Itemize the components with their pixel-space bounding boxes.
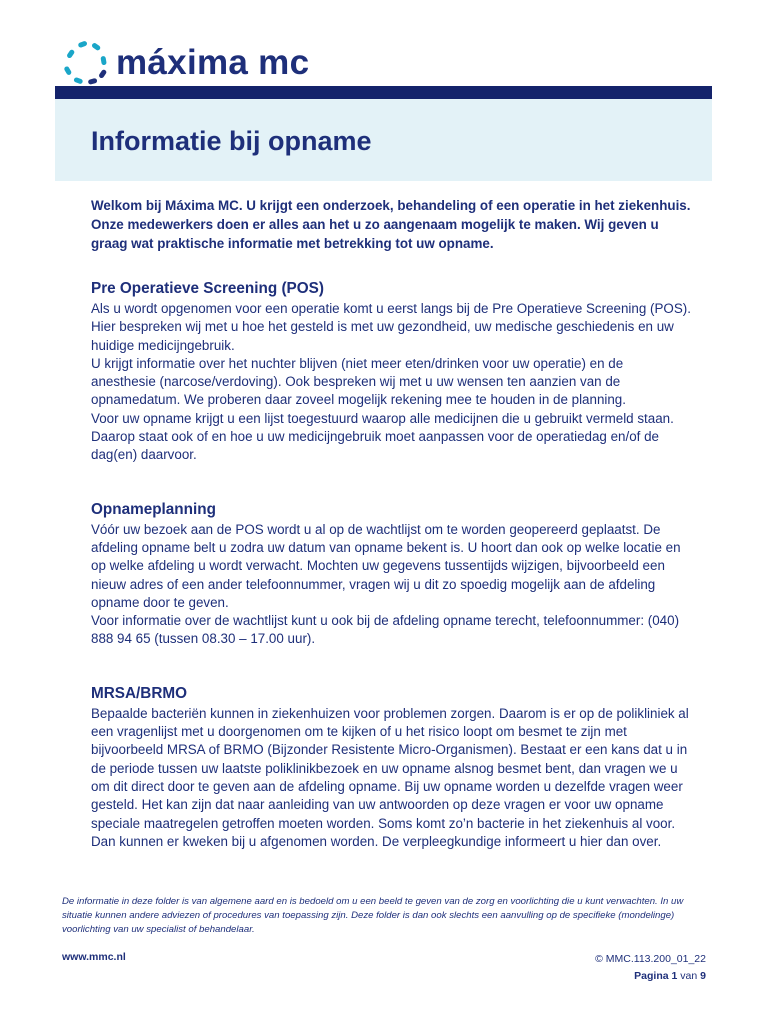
page-label: Pagina bbox=[634, 970, 669, 982]
section-opnameplanning bbox=[91, 500, 691, 649]
section-mrsa-brmo bbox=[91, 684, 691, 851]
footer-meta bbox=[595, 951, 706, 985]
section-pos bbox=[91, 279, 691, 465]
page-title: Informatie bij opname bbox=[91, 126, 372, 156]
document-body bbox=[91, 196, 691, 851]
page-total: 9 bbox=[700, 970, 706, 982]
section-heading: MRSA/BRMO bbox=[91, 684, 188, 702]
logo-wordmark: máxima mc bbox=[116, 43, 310, 82]
section-heading: Pre Operatieve Screening (POS) bbox=[91, 280, 324, 297]
maxima-mc-dots-logo-icon bbox=[62, 40, 110, 86]
section-body: Als u wordt opgenomen voor een operatie komt u eerst langs bij de Pre Operatieve Screening (POS). Hier bespreken wij met u hoe het gesteld is met uw gezondheid, uw medische geschiedenis en uw huidige medicijngebruik. U krijgt informatie over het nuchter blijven (niet meer eten/drinken voor uw operatie) en de anesthesie (narcose/verdoving). Ook bespreken wij met u uw wensen ten aanzien van de opnamedatum. We proberen daar zoveel mogelijk rekening mee te houden in de planning. Voor uw opname krijgt u een lijst toegestuurd waarop alle medicijnen die u gebruikt vermeld staan. Daarop staat ook of en hoe u uw medicijngebruik moet aanpassen voor de operatiedag en/of de dag(en) daarvoor. bbox=[91, 301, 691, 463]
page-number: 1 bbox=[671, 970, 678, 982]
footer-disclaimer: De informatie in deze folder is van algemene aard en is bedoeld om u een beeld te geven van de zorg en voorlichting die u kunt verwachten. In uw situatie kunnen andere adviezen of procedures van toepassing zijn. Deze folder is dan ook slechts een aanvulling op de specifieke (mondelinge) voorlichting van uw specialist of behandelaar. bbox=[62, 896, 684, 935]
section-heading: Opnameplanning bbox=[91, 500, 216, 518]
header-bar bbox=[55, 86, 712, 99]
section-body: Bepaalde bacteriën kunnen in ziekenhuizen voor problemen zorgen. Daarom is er op de polikliniek al een vragenlijst met u doorgenomen om te kijken of u het risico loopt om besmet te zijn met bijvoorbeeld MRSA of BRMO (Bijzonder Resistente Micro-Organismen). Bestaat er een kans dat u in de periode tussen uw laatste poliklinikbezoek en uw opname alsnog besmet bent, dan vragen we u om dit direct door te geven aan de afdeling opname. Bij uw opname worden u dezelfde vragen weer gesteld. Het kan zijn dat naar aanleiding van uw antwoorden op deze vragen er voor uw opname speciale maatregelen getroffen moeten worden. Soms komt zo’n bacterie in het ziekenhuis al voor. Dan kunnen er kweken bij u afgenomen worden. De verpleegkundige informeert u hier dan over. bbox=[91, 705, 689, 849]
document-code: © MMC.113.200_01_22 bbox=[595, 953, 706, 965]
website-link[interactable]: www.mmc.nl bbox=[62, 951, 126, 963]
maxima-mc-logo bbox=[62, 40, 309, 86]
page-indicator bbox=[595, 968, 706, 985]
page-of: van bbox=[680, 970, 698, 982]
section-body: Vóór uw bezoek aan de POS wordt u al op de wachtlijst om te worden geopereerd geplaatst. De afdeling opname belt u zodra uw datum van opname bekent is. U hoort dan ook op welke locatie en op welke afdeling u wordt verwacht. Mochten uw gegevens tussentijds wijzigen, bijvoorbeeld een nieuw adres of een ander telefoonnummer, vragen wij u dit zo spoedig mogelijk aan de afdeling opname door te geven. Voor informatie over de wachtlijst kunt u ook bij de afdeling opname terecht, telefoonnummer: (040) 888 94 65 (tussen 08.30 – 17.00 uur). bbox=[91, 521, 681, 647]
intro-paragraph: Welkom bij Máxima MC. U krijgt een onderzoek, behandeling of een operatie in het ziekenhuis. Onze medewerkers doen er alles aan het u zo aangenaam mogelijk te maken. Wij geven u graag wat praktische informatie met betrekking tot uw opname. bbox=[91, 198, 691, 251]
